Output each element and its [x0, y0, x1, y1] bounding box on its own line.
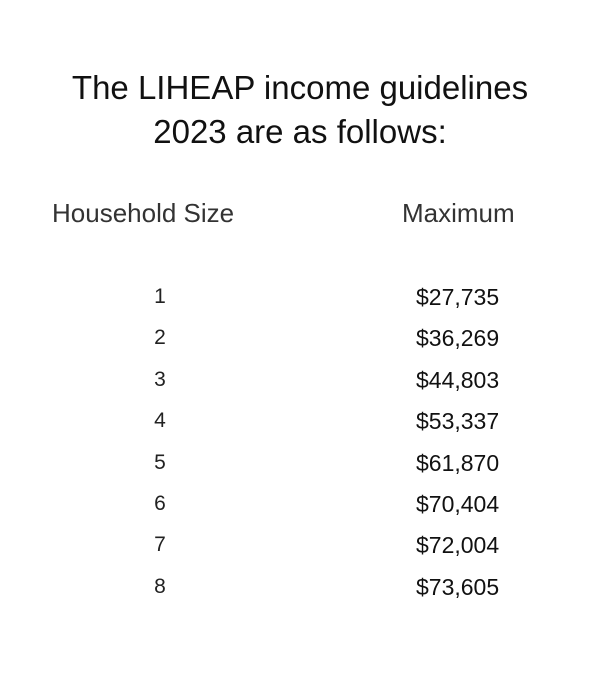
maximum-income-cell: $36,269 — [416, 325, 500, 351]
maximum-income-cell: $61,870 — [416, 450, 500, 476]
table-row — [0, 359, 600, 401]
maximum-income-cell: $72,004 — [416, 532, 500, 558]
household-size-cell: 5 — [154, 451, 166, 474]
column-header-household-size: Household Size — [52, 198, 235, 228]
household-size-cell: 2 — [154, 326, 166, 349]
title-line-2: 2023 are as follows: — [153, 113, 447, 150]
household-size-cell: 4 — [154, 409, 166, 432]
table-row — [0, 566, 600, 608]
household-size-cell: 1 — [154, 285, 166, 308]
table-row — [0, 442, 600, 484]
page-title — [0, 66, 600, 154]
household-size-cell: 8 — [154, 575, 166, 598]
table-row — [0, 317, 600, 359]
maximum-income-cell: $27,735 — [416, 284, 500, 310]
household-size-cell: 3 — [154, 368, 166, 391]
maximum-income-cell: $73,605 — [416, 574, 500, 600]
household-size-cell: 7 — [154, 533, 166, 556]
table-row — [0, 276, 600, 318]
column-header-maximum: Maximum — [402, 198, 515, 228]
maximum-income-cell: $53,337 — [416, 408, 500, 434]
table-row — [0, 483, 600, 525]
maximum-income-cell: $44,803 — [416, 367, 500, 393]
table-row — [0, 400, 600, 442]
household-size-cell: 6 — [154, 492, 166, 515]
maximum-income-cell: $70,404 — [416, 491, 500, 517]
title-line-1: The LIHEAP income guidelines — [71, 69, 529, 106]
table-row — [0, 524, 600, 566]
